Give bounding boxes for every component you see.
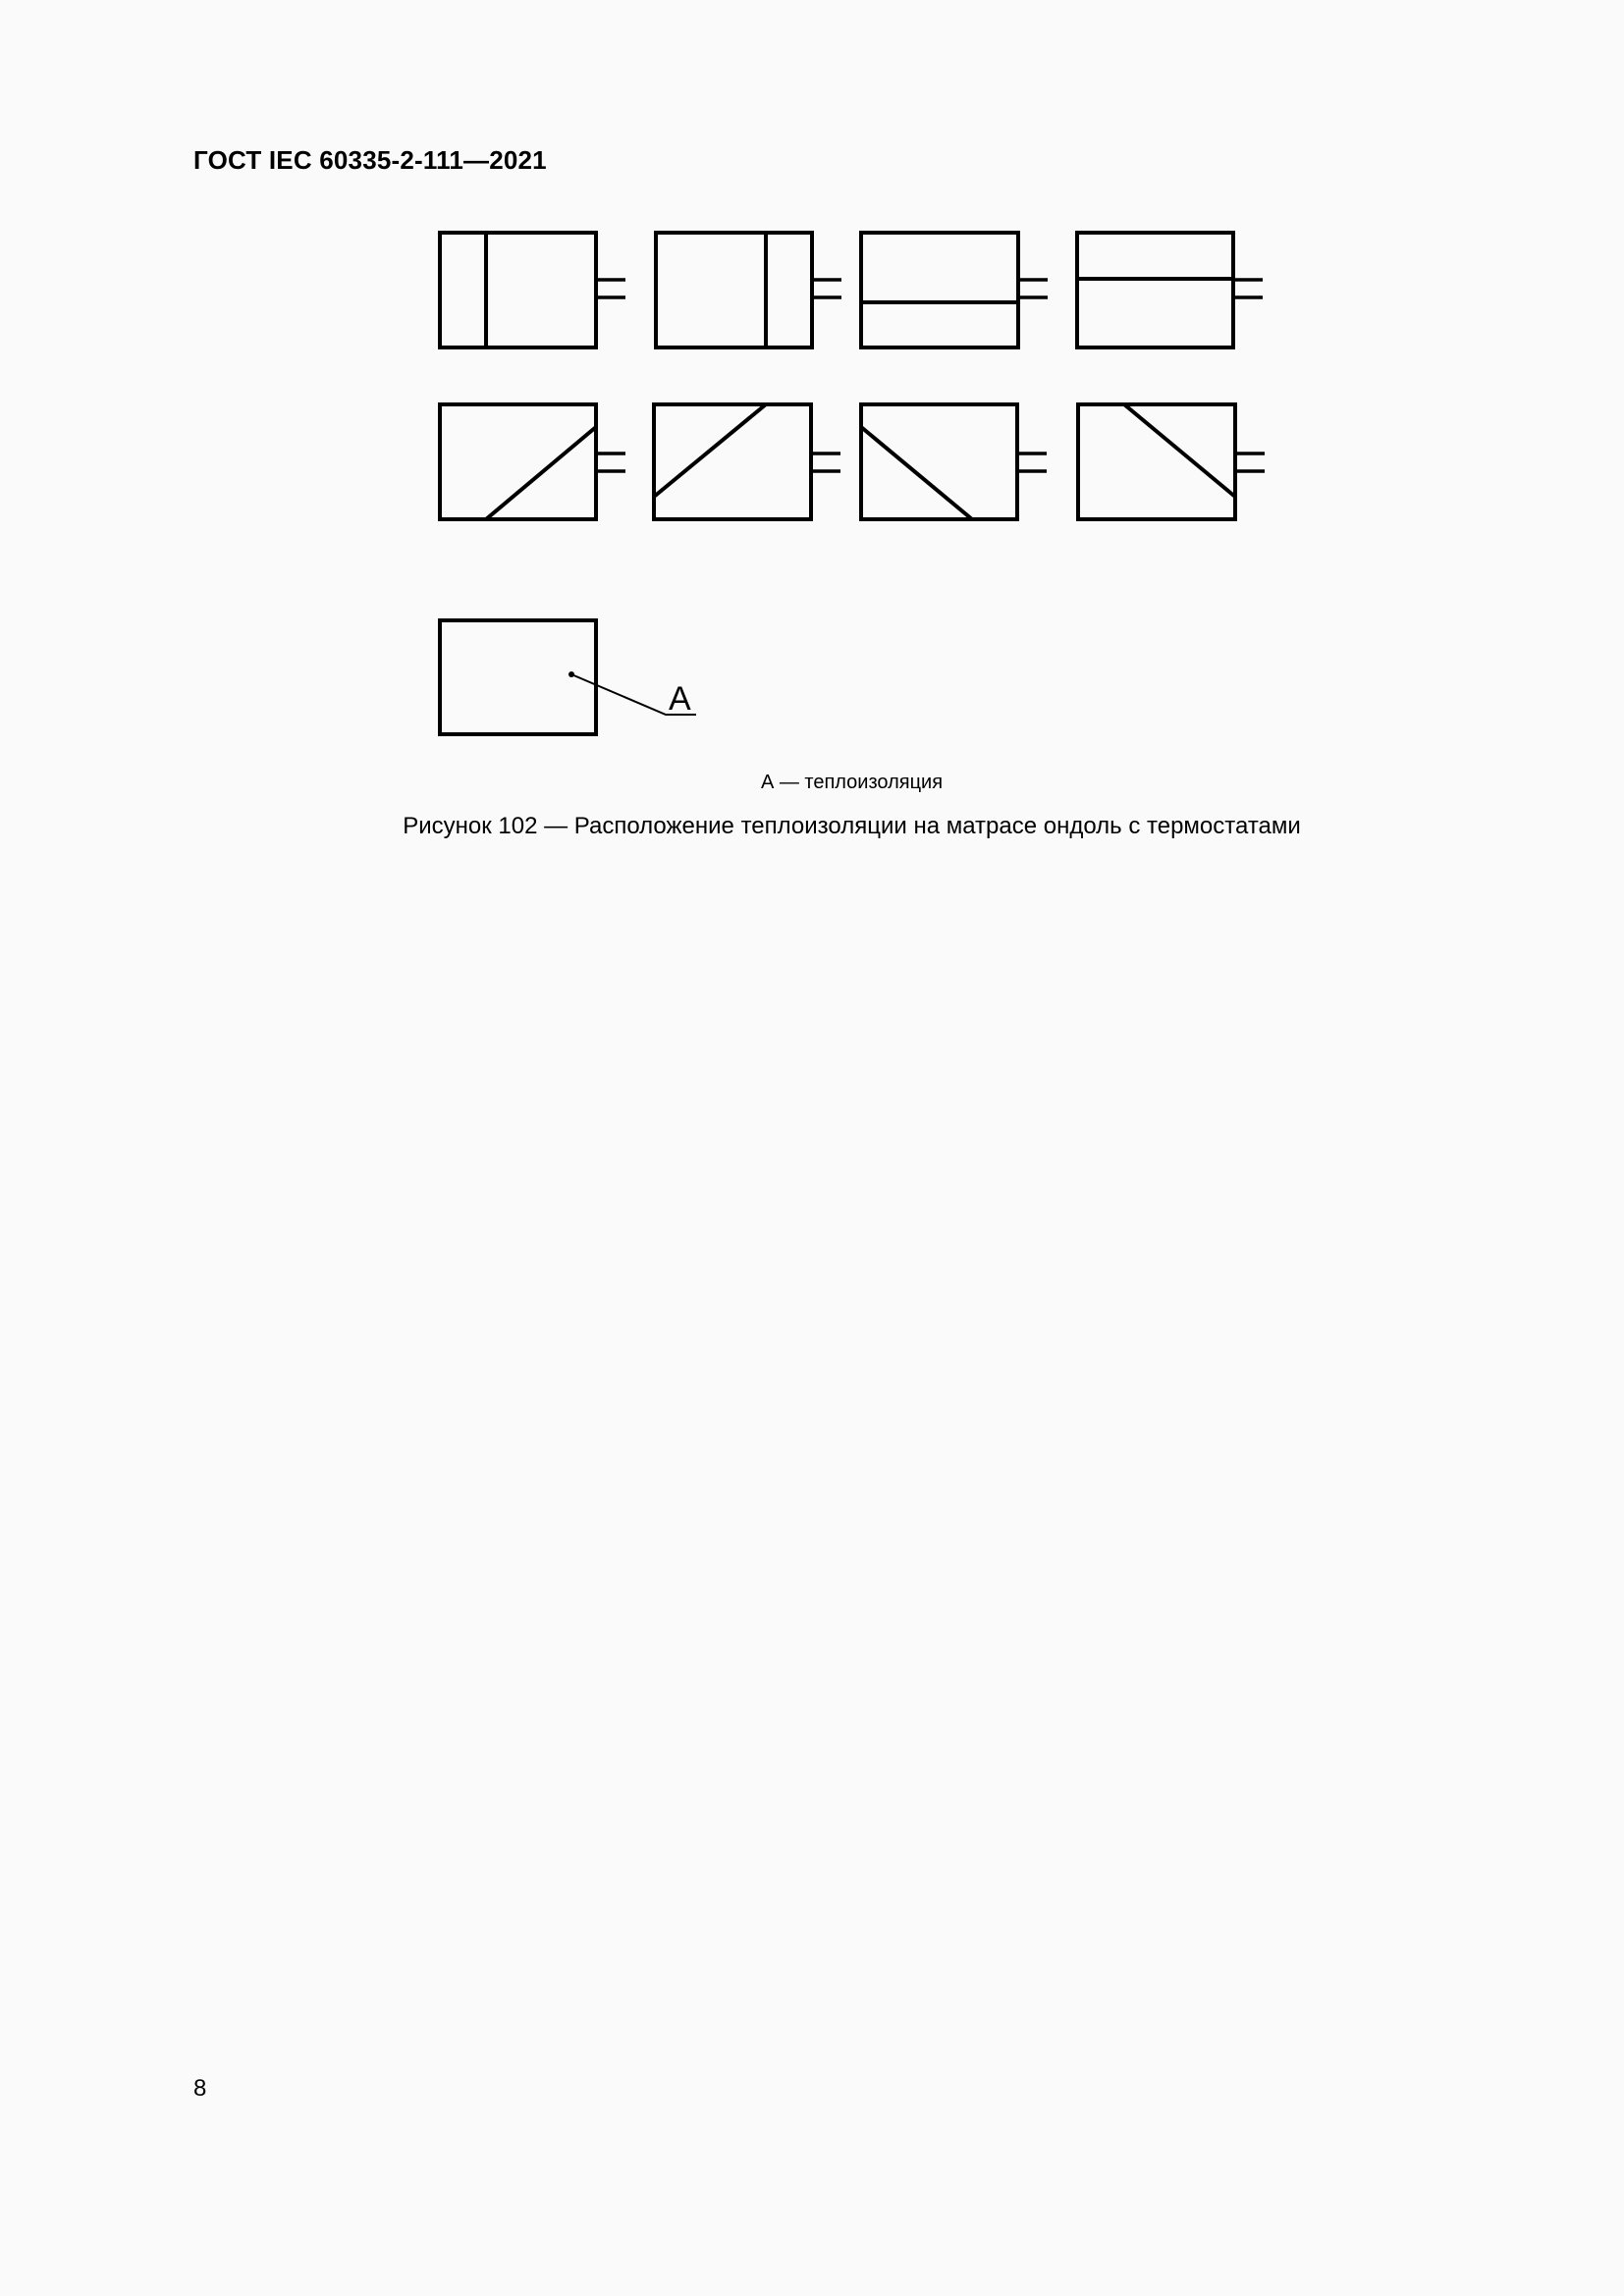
insulation-reference <box>440 620 696 734</box>
mattress-variant-horizontal-bottom <box>861 233 1048 347</box>
mattress-variant-vertical-right <box>656 233 841 347</box>
mattress-variant-diagonal-top-left <box>654 404 840 519</box>
mattress-variant-diagonal-top-right <box>1078 404 1265 519</box>
mattress-variant-horizontal-top <box>1077 233 1263 347</box>
figure-caption: Рисунок 102 — Расположение теплоизоляции на матрасе ондоль с термостатами <box>403 813 1301 839</box>
figure-legend: А — теплоизоляция <box>760 772 944 793</box>
insulation-label-a: A <box>669 680 691 718</box>
mattress-variant-vertical-left <box>440 233 625 347</box>
page-number: 8 <box>193 2075 207 2102</box>
document-header: ГОСТ IEC 60335-2-111—2021 <box>193 145 547 175</box>
mattress-variant-diagonal-bottom-right <box>440 404 625 519</box>
mattress-variant-diagonal-bottom-left <box>861 404 1047 519</box>
